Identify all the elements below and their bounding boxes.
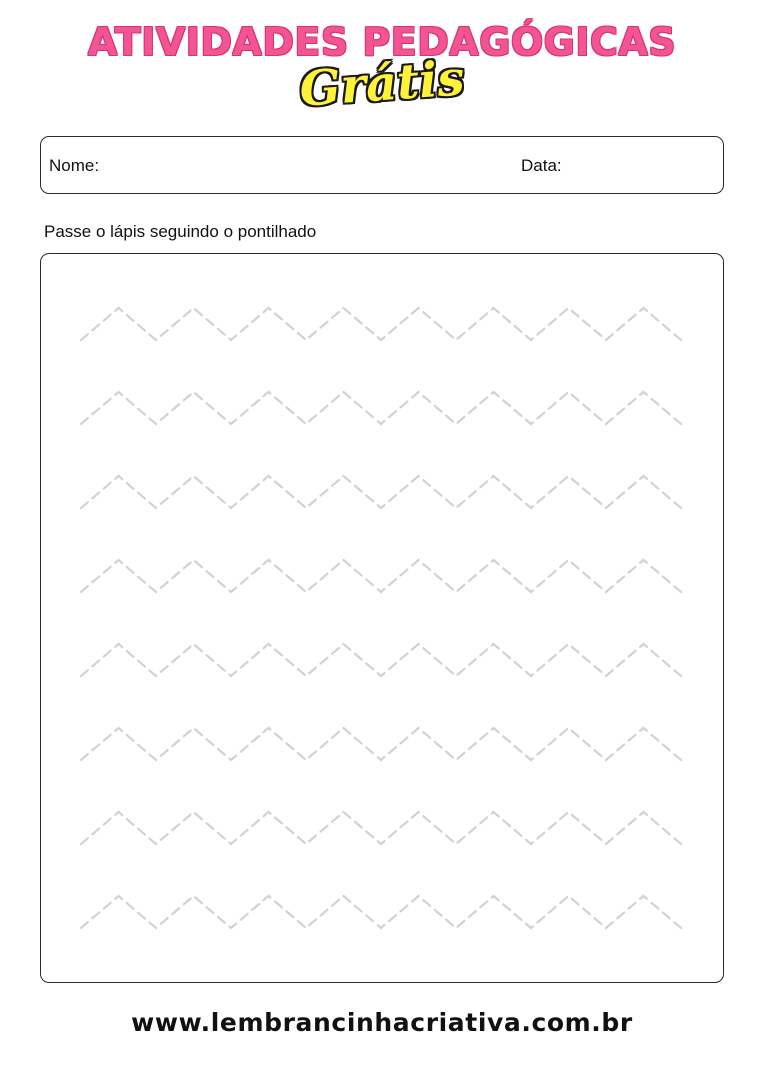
page-subtitle: Grátis: [297, 50, 467, 118]
date-field-label: Data:: [521, 156, 562, 175]
tracing-lines: [41, 254, 725, 984]
tracing-area: [40, 253, 724, 983]
name-field-label: Nome:: [49, 156, 100, 175]
zigzag-tracing-row: [81, 560, 681, 592]
instruction-text: Passe o lápis seguindo o pontilhado: [44, 222, 317, 241]
page-header: [0, 0, 764, 135]
zigzag-tracing-row: [81, 308, 681, 340]
zigzag-tracing-row: [81, 896, 681, 928]
zigzag-tracing-row: [81, 392, 681, 424]
student-info-box: [40, 136, 724, 194]
zigzag-tracing-row: [81, 728, 681, 760]
zigzag-tracing-row: [81, 476, 681, 508]
page-title: ATIVIDADES PEDAGÓGICAS: [87, 20, 677, 64]
zigzag-tracing-row: [81, 812, 681, 844]
zigzag-tracing-row: [81, 644, 681, 676]
footer-website: www.lembrancinhacriativa.com.br: [131, 1008, 633, 1037]
